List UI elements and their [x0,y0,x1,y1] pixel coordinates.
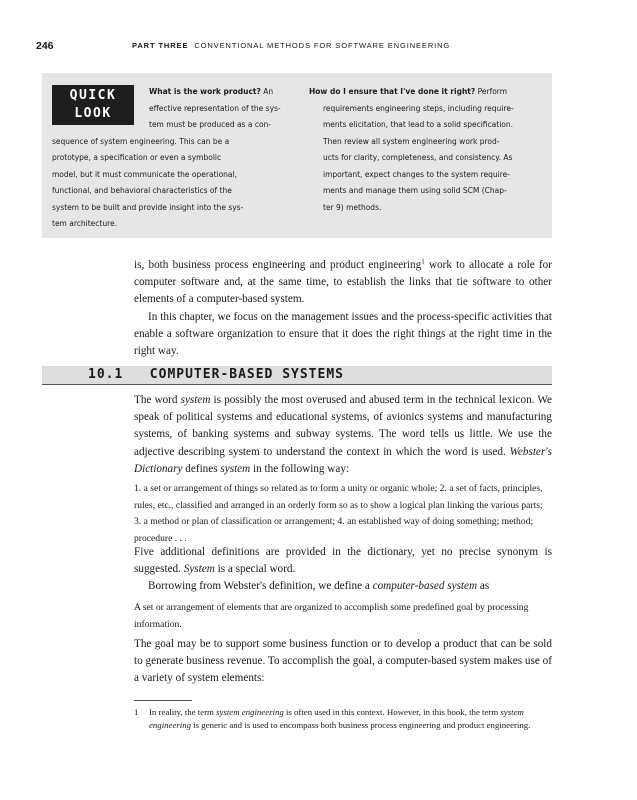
quick-look-question-2: How do I ensure that I've done it right? [309,87,476,96]
text-run: Five additional definitions are provided in the dictionary, yet no precise synonym is suggested. [134,546,552,576]
quick-look-answer-1-line: An [263,87,274,96]
quick-look-box [42,73,552,238]
quick-look-answer-2-line: ments and manage them using solid SCM (Chap- [323,186,507,195]
intro-paragraph-1 [134,257,552,309]
running-header [36,40,596,56]
quick-look-answer-2-line: ucts for clarity, completeness, and consistency. As [323,153,513,162]
quick-look-answer-1-line: prototype, a specification or even a symbolic [52,153,222,162]
quick-look-answer-2-line: ter 9) methods. [323,202,382,212]
quick-look-question-1: What is the work product? [149,87,261,96]
paragraph-goal: The goal may be to support some business function or to develop a product that can be sold to generate business revenue. To accomplish the goal, a computer-based system makes use of a variety of system elements: [134,638,552,685]
quick-look-badge [52,85,134,125]
emphasis: system [180,394,211,406]
quick-look-right-column [309,84,542,216]
definition-quote: A set or arrangement of elements that are organized to accomplish some predefined goal by processing information. [134,602,529,630]
text-run: as [477,580,490,593]
section-number: 10.1 [88,367,124,382]
dictionary-quote: 1. a set or arrangement of things so related as to form a unity or organic whole; 2. a set of facts, principles, rules, etc., classified and arranged in an orderly form so as to show a logical plan linking the various parts; 3. a method or plan of classification or arrangement; 4. an established way of doing something; method; procedure . . . [134,483,543,544]
emphasis: system engineering [216,707,284,717]
text-run: defines [182,462,221,475]
quick-look-answer-1-line: system to be built and provide insight into the sys- [52,202,244,212]
quick-look-answer-1-line: effective representation of the sys- [149,103,281,113]
intro-paragraph-2: In this chapter, we focus on the management issues and the process-specific activities that enable a software organization to ensure that it does the right things at the right time in the right way. [134,310,552,358]
part-label: PART THREE [132,41,189,50]
quick-look-answer-2-line: Then review all system engineering work prod- [323,136,500,146]
paragraph-line [134,578,552,595]
text-run: is a special word. [214,563,296,576]
footnote-ref: 1 [421,257,425,266]
footnote-number: 1 [134,707,139,717]
quick-look-answer-1-line: model, but it must communicate the operational, [52,169,237,179]
intro-text-part: is, both business process engineering and product engineering [134,259,422,271]
page-number: 246 [36,40,54,52]
text-run: is often used in this context. However, in this book, the term [283,707,501,717]
footnote-text [134,706,552,732]
quick-look-answer-1-line: tem architecture. [52,219,118,228]
footnote [134,706,552,732]
text-run: Borrowing from Webster's definition, we define a [148,580,373,593]
emphasis: system engineering [149,707,524,730]
emphasis: system [220,462,251,475]
footnote-rule [134,700,192,701]
paragraph-definitions [134,544,552,596]
emphasis: Webster's Dictionary [134,445,552,475]
emphasis: System [183,563,215,576]
emphasis: computer-based system [372,580,478,593]
part-title: CONVENTIONAL METHODS FOR SOFTWARE ENGINEERING [194,41,451,50]
section-heading-bar [42,366,552,385]
text-run: In reality, the term [149,707,217,717]
intro-text [134,257,552,360]
quick-look-badge-line2: LOOK [74,106,112,121]
running-title [132,41,450,50]
text-run: in the following way: [250,462,350,475]
quick-look-answer-1-line: tem must be produced as a con- [149,120,271,129]
quick-look-answer-1-line: functional, and behavioral characteristics of the [52,186,232,195]
quick-look-answer-2-line: requirements engineering steps, including require- [323,103,514,113]
quick-look-answer-2-line: Perform [477,87,508,96]
text-run: is generic and is used to encompass both business process engineering and product engineering. [191,720,531,730]
paragraph-system-term [134,392,552,478]
intro-text-part: work to allocate a role for computer software and, at the same time, to establish the links that tie software to other elements of a computer-based system. [134,259,552,306]
quick-look-badge-line1: QUICK [69,88,117,103]
section-heading [88,367,344,382]
quick-look-answer-1-line: sequence of system engineering. This can be a [52,136,230,146]
paragraph-line [134,544,552,578]
section-rule [42,384,552,385]
section-title: COMPUTER-BASED SYSTEMS [149,367,344,382]
quick-look-answer-2-line: important, expect changes to the system require- [323,169,510,179]
text-run: The word [134,394,181,406]
quick-look-answer-2-line: ments elicitation, that lead to a solid specification. [323,120,514,129]
text-run: is possibly the most overused and abused term in the technical lexicon. We speak of political systems and educational systems, of avionics systems and manufacturing systems, of banking systems and subway systems. The word tells us little. We use the adjective describing system to understand the context in which the word is used. [134,394,553,458]
